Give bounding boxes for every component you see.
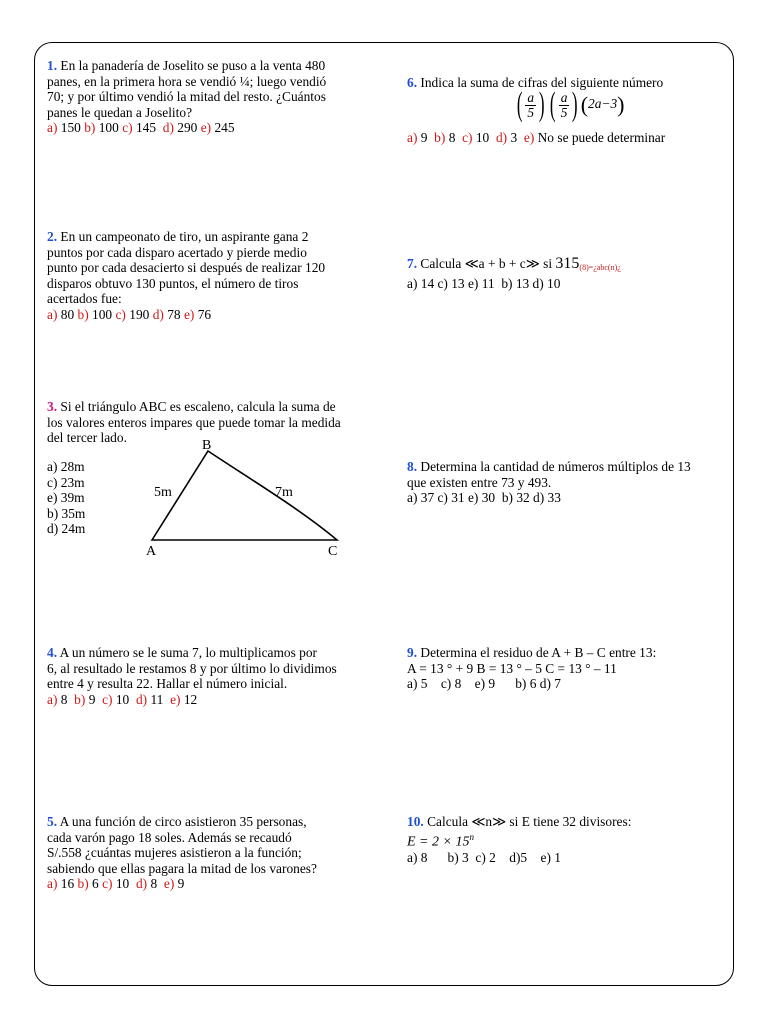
question-9: 9. Determina el residuo de A + B – C entre 13: A = 13 ° + 9 B = 13 ° – 5 C = 13 ° – 11 a) 5 c) 8 e) 9 b) 6 d) 7 (407, 645, 717, 692)
number-expression: ( $\frac{a}{5}$ ) ( $\frac{a}{5}$ ) (2a−3) (516, 86, 625, 123)
question-2: 2. En un campeonato de tiro, un aspirante gana 2 puntos por cada disparo acertado y pierde medio punto por cada desacierto si después de realizar 120 disparos obtuvo 130 puntos, el número de tiros acertados fue: a) 80 b) 100 c) 190 d) 78 e) 76 (47, 229, 367, 323)
question-3: 3. Si el triángulo ABC es escaleno, calcula la suma de los valores enteros impares que puede tomar la medida del tercer lado. (47, 399, 341, 446)
expression: E = 2 × 15 (407, 834, 470, 850)
answer-options: a) 37 c) 31 e) 30 b) 32 d) 33 (407, 490, 561, 506)
question-10: 10. Calcula ≪n≫ si E tiene 32 divisores: $E = 2 \times 15^n$ a) 8 b) 3 c) 2 d)5 e) 1 (407, 814, 717, 865)
answer-options: a) 150 b) 100 c) 145 d) 290 e) 245 (47, 120, 235, 136)
answer-options: a) 5 c) 8 e) 9 b) 6 d) 7 (407, 676, 561, 692)
question-5: 5. A una función de circo asistieron 35 personas, cada varón pago 18 soles. Además se recaudó S/.558 ¿cuántas mujeres asistieron a la función; sabiendo que ellas pagara la mitad de los varones? a) 16 b) 6 c) 10 d) 8 e) 9 (47, 814, 367, 892)
triangle-diagram (140, 434, 360, 560)
question-1 (47, 58, 367, 136)
answer-options: a) 16 b) 6 c) 10 d) 8 e) 9 (47, 876, 185, 892)
question-number: 10. (407, 814, 424, 829)
question-number: 1. (47, 58, 58, 73)
question-number: 2. (47, 229, 58, 244)
answer-options: a) 8 b) 3 c) 2 d)5 e) 1 (407, 849, 561, 865)
question-number: 3. (47, 399, 58, 414)
question-text: 70; y por último vendió la mitad del resto. ¿Cuántos (47, 89, 326, 105)
question-number: 4. (47, 645, 58, 660)
answer-options: a) 80 b) 100 c) 190 d) 78 e) 76 (47, 306, 212, 322)
answer-options: a) 8 b) 9 c) 10 d) 11 e) 12 (47, 691, 198, 707)
question-text: panes, en la primera hora se vendió ¼; luego vendió (47, 73, 327, 89)
answer-options: a) 9 b) 8 c) 10 d) 3 e) No se puede determinar (407, 130, 666, 145)
question-number: 6. (407, 75, 418, 90)
answer-options: a) 28m c) 23m e) 39m b) 35m d) 24m (47, 459, 86, 537)
answer-options: a) 14 c) 13 e) 11 b) 13 d) 10 (407, 275, 561, 291)
question-4: 4. A un número se le suma 7, lo multiplicamos por 6, al resultado le restamos 8 y por último lo dividimos entre 4 y resulta 22. Hallar el número inicial. a) 8 b) 9 c) 10 d) 11 e) 12 (47, 645, 367, 707)
question-number: 8. (407, 459, 418, 474)
side-label-bc: 7m (275, 485, 293, 500)
number-base: 315 (555, 255, 580, 272)
question-number: 7. (407, 256, 418, 271)
triangle-shape (152, 451, 337, 540)
question-text: En la panadería de Joselito se puso a la venta 480 (60, 58, 326, 73)
question-6: 6. Indica la suma de cifras del siguiente número (407, 75, 664, 90)
vertex-label-b: B (202, 438, 212, 453)
question-number: 5. (47, 814, 58, 829)
vertex-label-c: C (328, 544, 338, 559)
vertex-label-a: A (146, 544, 157, 559)
question-number: 9. (407, 645, 418, 660)
exponent: n (469, 831, 474, 842)
number-subscript: (8)=¿abc(n)¿ (579, 263, 621, 272)
side-label-ab: 5m (154, 485, 172, 500)
question-8: 8. Determina la cantidad de números múltiplos de 13 que existen entre 73 y 493. a) 37 c) 31 e) 30 b) 32 d) 33 (407, 459, 717, 506)
question-7: 7. Calcula ≪a + b + c≫ si 315(8)=¿abc(n)¿ a) 14 c) 13 e) 11 b) 13 d) 10 (407, 256, 717, 291)
question-text: panes le quedan a Joselito? (47, 104, 193, 120)
